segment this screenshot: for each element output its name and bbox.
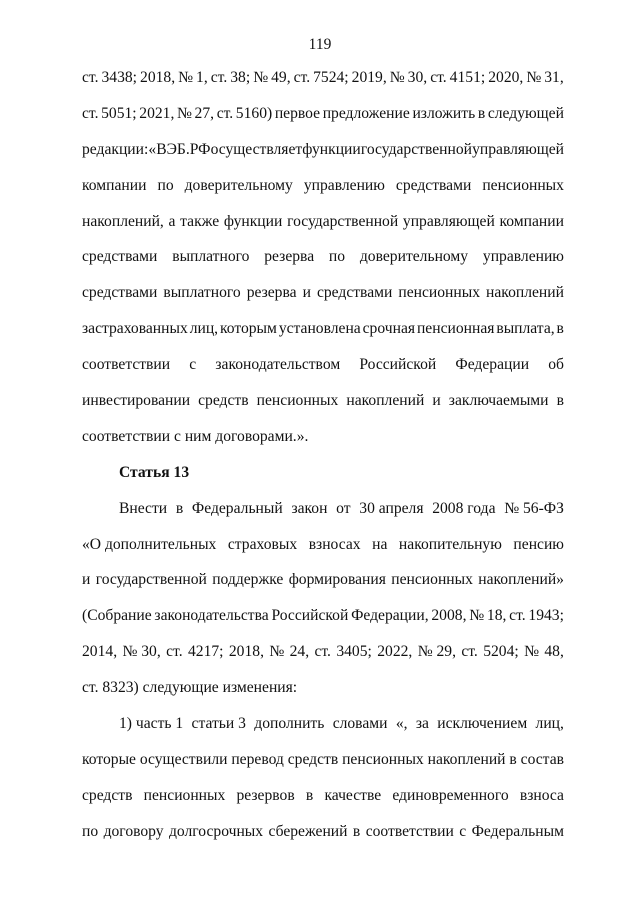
text-line — [82, 498, 564, 534]
word: качестве — [324, 786, 382, 804]
word: редакции: — [82, 140, 149, 158]
document-body — [82, 67, 564, 857]
word: 2018, — [228, 643, 264, 661]
word: накоплений, — [82, 212, 164, 230]
text-line — [82, 390, 564, 426]
word: соответствии — [365, 822, 454, 840]
word: в — [352, 822, 361, 840]
text-line — [82, 318, 564, 354]
word: накоплений» — [478, 571, 564, 589]
word: средствами — [82, 284, 158, 302]
word: средств — [198, 392, 249, 410]
word: об — [548, 356, 564, 374]
word: Российской — [359, 356, 437, 374]
word: № — [526, 69, 542, 86]
word: (Собрание — [82, 607, 152, 625]
word: пенсионная — [416, 320, 495, 338]
word: пенсионных — [143, 786, 226, 804]
word: также — [180, 212, 220, 230]
word: резервов — [236, 786, 295, 804]
word: Российской — [271, 607, 349, 625]
word: в — [509, 750, 517, 768]
text-line — [82, 785, 564, 821]
word: по — [82, 822, 99, 840]
word: 5204; — [483, 643, 519, 661]
word: единовременного — [392, 786, 509, 804]
word: 3438; — [101, 69, 138, 86]
word: лиц, — [189, 320, 219, 338]
word: первое — [274, 104, 321, 122]
word: инвестировании — [82, 392, 191, 410]
word: Федерации — [455, 356, 530, 374]
text-line — [82, 426, 564, 462]
word: 1, — [196, 69, 208, 86]
text-line — [82, 534, 564, 570]
text-line — [82, 641, 564, 677]
word: Внести — [119, 499, 168, 517]
word: поддержке — [212, 571, 284, 589]
word: 2018, — [140, 69, 176, 86]
word: на — [372, 535, 388, 553]
word: «О дополнительных — [82, 535, 217, 553]
text-line — [82, 713, 564, 749]
text-line — [82, 677, 564, 713]
text-line — [82, 749, 564, 785]
word: пенсионных — [482, 176, 564, 194]
word: ст. — [509, 607, 526, 625]
word: 1) часть 1 — [119, 715, 184, 733]
word: осуществляет — [210, 140, 303, 158]
word: в — [556, 392, 564, 410]
word: ст. — [166, 643, 183, 661]
word: 38; — [230, 69, 251, 86]
word: осуществили — [139, 750, 228, 768]
word: управляющей — [472, 140, 564, 158]
word: государственной — [360, 140, 472, 158]
word: дополнить — [254, 715, 325, 733]
word: изложить — [412, 104, 476, 122]
word: долгосрочных — [168, 822, 264, 840]
text-line — [82, 103, 564, 139]
word: 31, — [544, 69, 564, 86]
word: договору — [103, 822, 164, 840]
word: накопительную — [398, 535, 502, 553]
word: предложение — [322, 104, 410, 122]
word: № — [178, 69, 194, 86]
word: ст. — [430, 69, 447, 86]
word: 30, — [407, 69, 428, 86]
word: № — [389, 69, 405, 86]
word: ст. — [82, 69, 99, 86]
word: сбережений — [268, 822, 348, 840]
word: 24, — [289, 643, 310, 661]
word: накоплений — [346, 392, 425, 410]
word: и — [432, 392, 441, 410]
text-line — [82, 354, 564, 390]
word: ст. — [82, 104, 99, 122]
word: ст. — [210, 69, 228, 86]
word: № — [269, 643, 285, 661]
word: 30 апреля — [359, 499, 424, 517]
text-line — [82, 821, 564, 857]
text-line — [82, 175, 564, 211]
word: средствами — [316, 284, 393, 302]
word: 4151; — [449, 69, 486, 86]
word: ст. — [216, 104, 234, 122]
word: статьи 3 — [191, 715, 246, 733]
word: 49, — [271, 69, 291, 86]
word: установлена — [278, 320, 361, 338]
text-line — [82, 282, 564, 318]
word: которые — [82, 750, 136, 768]
word: от — [336, 499, 351, 517]
word: управлению — [482, 248, 564, 266]
word: перевод — [231, 750, 284, 768]
word: 2008 года — [432, 499, 496, 517]
word: словами — [332, 715, 388, 733]
word: в — [305, 786, 314, 804]
word: резерва — [264, 248, 315, 266]
word: 7524; — [313, 69, 349, 86]
word: № — [524, 643, 539, 661]
word: «, — [395, 715, 408, 733]
word: компании — [499, 212, 564, 230]
word: законодательством — [215, 356, 341, 374]
word: по — [328, 248, 346, 266]
word: управляющей — [402, 212, 495, 230]
word: в — [477, 104, 486, 122]
word: исключением — [437, 715, 528, 733]
word: которым — [219, 320, 277, 338]
word: пенсионных — [256, 392, 339, 410]
word: 1943; — [528, 607, 564, 625]
word: средствами — [82, 248, 158, 266]
word: 27, — [194, 104, 215, 122]
word: Федеральным — [471, 822, 564, 840]
word: 5160) — [235, 104, 273, 122]
word: 2008, — [431, 607, 467, 625]
text-line — [82, 67, 564, 103]
text-line — [82, 139, 564, 175]
page-number: 119 — [308, 36, 332, 53]
word: страховых — [227, 535, 298, 553]
word: 2014, — [82, 643, 118, 661]
word: компании — [82, 176, 147, 194]
word: взноса — [519, 786, 564, 804]
text-line — [82, 211, 564, 247]
word: 2021, — [139, 104, 175, 122]
word: а — [168, 212, 176, 230]
word: «ВЭБ.РФ — [148, 140, 211, 158]
word: выплатного — [172, 248, 250, 266]
word: функции — [302, 140, 361, 158]
word: выплата, — [496, 320, 555, 338]
word: Федеральный — [191, 499, 283, 517]
word: застрахованных — [82, 320, 188, 338]
word: по — [157, 176, 174, 194]
word: и — [302, 284, 311, 302]
word: государственной — [95, 571, 207, 589]
word: ст. — [314, 643, 331, 661]
word: № — [177, 104, 192, 122]
word: законодательства — [154, 607, 269, 625]
word: доверительному — [359, 248, 469, 266]
word: функции — [223, 212, 283, 230]
word: Федерации, — [351, 607, 429, 625]
word: пенсионных — [398, 284, 481, 302]
word: Статья 13 — [119, 463, 190, 481]
word: средств — [82, 786, 133, 804]
word: 2022, — [377, 643, 413, 661]
word: взносах — [308, 535, 361, 553]
word: закон — [291, 499, 328, 517]
word: резерва — [246, 284, 297, 302]
article-heading — [82, 462, 564, 498]
word: 48, — [544, 643, 564, 661]
word: управлению — [303, 176, 385, 194]
word: 2019, — [351, 69, 387, 86]
word: № — [253, 69, 269, 86]
word: № 56-ФЗ — [504, 499, 564, 517]
word: соответствии — [82, 356, 171, 374]
word: средствами — [395, 176, 472, 194]
word: № 30, — [122, 643, 161, 661]
word: пенсионных — [391, 571, 473, 589]
word: государственной — [287, 212, 399, 230]
word: 5051; — [101, 104, 137, 122]
word: с — [459, 822, 467, 840]
text-line — [82, 569, 564, 605]
word: 2020, — [488, 69, 524, 86]
word: в — [556, 320, 564, 338]
word: и — [82, 571, 91, 589]
word: в — [175, 499, 184, 517]
word: пенсионных — [342, 750, 424, 768]
text-line — [82, 246, 564, 282]
word: лиц, — [535, 715, 564, 733]
word: накоплений — [486, 284, 564, 302]
word: доверительному — [184, 176, 293, 194]
word: накоплений — [427, 750, 506, 768]
word: № 29, — [417, 643, 456, 661]
word: 3405; — [336, 643, 372, 661]
word: заключаемыми — [448, 392, 549, 410]
word: с — [189, 356, 197, 374]
word: следующей — [487, 104, 564, 122]
word: пенсию — [513, 535, 564, 553]
word: ст. — [461, 643, 478, 661]
word: формирования — [288, 571, 386, 589]
word: ст. — [293, 69, 311, 86]
word: выплатного — [163, 284, 241, 302]
word: ст. 8323) следующие изменения: — [82, 679, 298, 697]
text-line — [82, 605, 564, 641]
word: состав — [520, 750, 564, 768]
word: 18, — [486, 607, 507, 625]
word: соответствии с ним договорами.». — [82, 427, 309, 445]
word: 4217; — [187, 643, 224, 661]
word: средств — [287, 750, 339, 768]
word: № — [469, 607, 485, 625]
word: срочная — [362, 320, 416, 338]
word: за — [415, 715, 429, 733]
